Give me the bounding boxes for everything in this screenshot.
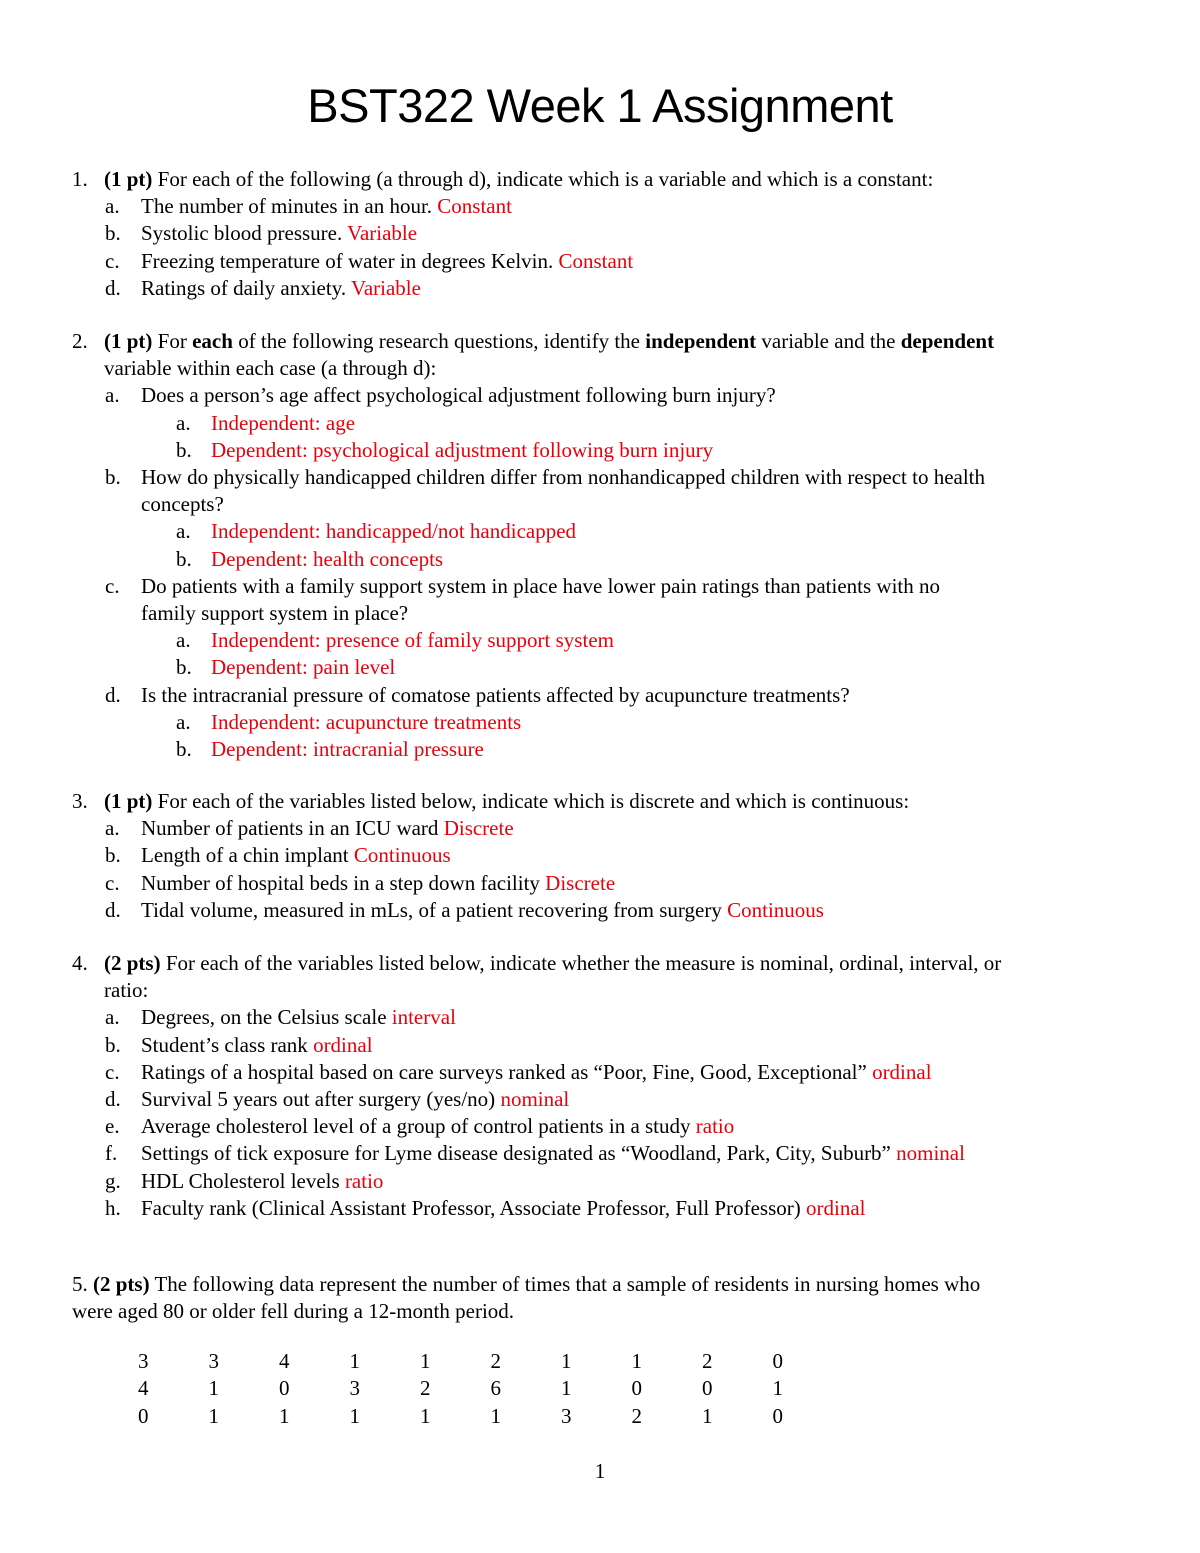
q2-text: For: [152, 329, 193, 353]
answer-letter: [176, 736, 192, 763]
q4-item: [141, 1168, 383, 1195]
q5-number: 5.: [72, 1272, 93, 1296]
question-text: [104, 355, 436, 382]
q4-item-text: HDL Cholesterol levels: [141, 1168, 345, 1193]
q2-answer-text: Independent: handicapped/not handicapped: [211, 519, 577, 544]
q5-prompt-line2: were aged 80 or older fell during a 12-month period.: [72, 1299, 515, 1324]
q2-answer: [211, 654, 395, 681]
item-letter: [105, 1113, 120, 1140]
table-cell: 1: [561, 1376, 572, 1401]
table-cell: 1: [349, 1349, 360, 1373]
q1-item-letter: b.: [105, 221, 121, 246]
q3-item-letter: c.: [105, 870, 120, 895]
q4-answer: ordinal: [806, 1195, 866, 1220]
q3-answer: Discrete: [443, 816, 514, 841]
q3-item-text: Tidal volume, measured in mLs, of a patient recovering from surgery: [141, 897, 728, 922]
q4-item-text: Faculty rank (Clinical Assistant Professor, Associate Professor, Full Professor): [141, 1195, 806, 1220]
table-cell: 0: [702, 1376, 713, 1401]
table-cell: 3: [208, 1349, 219, 1373]
q2-item: [141, 382, 776, 409]
table-row: [108, 1348, 813, 1375]
q4-item: [141, 1195, 865, 1222]
table-cell: 1: [279, 1403, 290, 1428]
q4-item-letter: g.: [105, 1168, 121, 1193]
table-cell: 3: [138, 1349, 149, 1373]
table-cell: 0: [772, 1403, 783, 1428]
q3-item: [141, 897, 824, 924]
q2-answer-letter: a.: [176, 709, 191, 734]
q1-answer: Constant: [437, 194, 512, 219]
q4-item: [141, 1004, 456, 1031]
q2-bold: independent: [645, 329, 757, 353]
q4-item: [141, 1032, 373, 1059]
table-row: [108, 1403, 813, 1430]
q2-item-letter: a.: [105, 383, 120, 408]
item-letter: [105, 573, 120, 600]
question-number: [72, 166, 88, 193]
table-row: [108, 1375, 813, 1402]
item-letter: [105, 1195, 121, 1222]
table-cell: 0: [631, 1376, 642, 1401]
q3-item-text: Number of hospital beds in a step down facility: [141, 870, 546, 895]
item-letter: [105, 870, 120, 897]
q2-answer-text: Independent: age: [211, 410, 356, 435]
q2-answer-letter: b.: [176, 737, 192, 761]
falls-data-table: [108, 1348, 813, 1430]
q2-answer-letter: b.: [176, 437, 192, 462]
table-cell: 3: [561, 1403, 572, 1428]
q2-answer: [211, 437, 713, 464]
q4-answer: interval: [391, 1005, 456, 1030]
q3-item-letter: b.: [105, 843, 121, 868]
table-cell: 2: [631, 1403, 642, 1428]
page-number: 1: [594, 1459, 606, 1483]
table-cell: 1: [208, 1403, 219, 1428]
table-cell: 1: [420, 1403, 431, 1428]
answer-letter: [176, 437, 192, 464]
q1-answer: Variable: [347, 221, 418, 246]
question-text: [104, 950, 1001, 977]
q3-answer: Continuous: [727, 897, 824, 922]
q4-item-letter: h.: [105, 1195, 121, 1220]
q4-answer: ordinal: [313, 1032, 373, 1057]
q2-points: (1 pt): [104, 329, 153, 353]
q2-answer-letter: a.: [176, 519, 191, 544]
item-letter: [105, 1004, 120, 1031]
question-number: [72, 328, 88, 355]
q2-item: [141, 573, 940, 600]
q3-number: 3.: [72, 789, 88, 813]
q1-number: 1.: [72, 167, 88, 191]
q4-answer: ratio: [344, 1168, 384, 1193]
q2-answer-text: Independent: presence of family support system: [211, 628, 614, 653]
q1-item-text: Systolic blood pressure.: [141, 221, 348, 246]
q2-answer: [211, 627, 614, 654]
answer-letter: [176, 627, 191, 654]
table-cell: 0: [279, 1376, 290, 1401]
question-number: [72, 950, 88, 977]
q4-answer: nominal: [896, 1141, 965, 1166]
q2-item: [141, 464, 985, 491]
q4-answer: ordinal: [872, 1059, 932, 1084]
q2-answer-text: Dependent: psychological adjustment following burn injury: [211, 437, 714, 462]
q2-answer: [211, 518, 576, 545]
q3-item: [141, 815, 514, 842]
q5-points: (2 pts): [93, 1272, 150, 1296]
q4-item: [141, 1086, 569, 1113]
item-letter: [105, 275, 121, 302]
q1-answer: Variable: [350, 275, 421, 300]
table-cell: 2: [420, 1376, 431, 1401]
q4-prompt: For each of the variables listed below, indicate whether the measure is nominal, ordinal, interval, or: [160, 951, 1002, 975]
question-text: [104, 977, 148, 1004]
q2-answer: [211, 546, 443, 573]
q4-item-text: Survival 5 years out after surgery (yes/no): [141, 1087, 501, 1111]
q2-item-text: family support system in place?: [141, 601, 409, 625]
q2-item: [141, 682, 850, 709]
answer-letter: [176, 709, 191, 736]
q4-item-letter: d.: [105, 1087, 121, 1111]
item-letter: [105, 842, 121, 869]
q2-answer-letter: a.: [176, 628, 191, 653]
q5-prompt: The following data represent the number of times that a sample of residents in nursing homes who: [149, 1272, 981, 1296]
item-letter: [105, 1059, 120, 1086]
q2-bold: each: [192, 329, 233, 353]
q3-item-text: Length of a chin implant: [141, 843, 354, 868]
q2-number: 2.: [72, 329, 88, 353]
answer-letter: [176, 654, 192, 681]
item-letter: [105, 897, 121, 924]
q4-item-letter: b.: [105, 1032, 121, 1057]
q4-answer: nominal: [500, 1087, 570, 1111]
question-text: [104, 788, 909, 815]
item-letter: [105, 1140, 117, 1167]
q4-item: [141, 1113, 734, 1140]
table-cell: 6: [490, 1376, 501, 1401]
q2-answer-text: Dependent: pain level: [211, 655, 396, 680]
item-letter: [105, 815, 120, 842]
table-cell: 2: [490, 1349, 501, 1373]
answer-letter: [176, 546, 192, 573]
q4-prompt-line2: ratio:: [104, 978, 149, 1003]
q3-prompt: For each of the variables listed below, indicate which is discrete and which is continuous:: [152, 789, 910, 813]
q3-points: (1 pt): [104, 789, 153, 813]
q3-item: [141, 842, 451, 869]
table-cell: 4: [138, 1376, 149, 1401]
q1-item-text: The number of minutes in an hour.: [141, 194, 438, 219]
q1-item: [141, 220, 417, 247]
table-cell: 1: [490, 1403, 501, 1428]
q4-item-letter: e.: [105, 1114, 120, 1139]
question-text: [72, 1271, 980, 1298]
item-letter: [105, 248, 120, 275]
q2-answer-letter: b.: [176, 655, 192, 680]
table-cell: 3: [349, 1376, 360, 1401]
q2-answer-text: Independent: acupuncture treatments: [211, 709, 522, 734]
answer-letter: [176, 410, 191, 437]
q4-answer: ratio: [695, 1114, 735, 1139]
q2-item-text: concepts?: [141, 492, 224, 517]
item-letter: [105, 220, 121, 247]
table-cell: 1: [561, 1349, 572, 1373]
q3-item-letter: d.: [105, 897, 121, 922]
question-text: [72, 1298, 514, 1325]
table-cell: 0: [138, 1403, 149, 1428]
table-cell: 1: [631, 1349, 642, 1373]
table-cell: 0: [772, 1349, 783, 1373]
q3-item-letter: a.: [105, 816, 120, 841]
table-cell: 2: [702, 1349, 713, 1373]
answer-letter: [176, 518, 191, 545]
q2-item-letter: c.: [105, 573, 120, 598]
q3-item: [141, 870, 615, 897]
q4-item: [141, 1059, 932, 1086]
table-cell: 4: [279, 1349, 290, 1373]
q2-item: [141, 600, 408, 627]
q2-text: variable and the: [756, 329, 901, 353]
q4-item-letter: a.: [105, 1005, 120, 1030]
q2-answer-text: Dependent: health concepts: [211, 546, 444, 571]
q2-text: of the following research questions, identify the: [232, 329, 646, 353]
q1-item-letter: d.: [105, 275, 121, 300]
q2-answer-letter: a.: [176, 410, 191, 435]
item-letter: [105, 1168, 121, 1195]
q2-answer: [211, 709, 521, 736]
q2-answer-letter: b.: [176, 546, 192, 571]
item-letter: [105, 382, 120, 409]
q4-item-letter: f.: [105, 1141, 118, 1166]
question-text: [104, 328, 994, 355]
q4-item-text: Ratings of a hospital based on care surveys ranked as “Poor, Fine, Good, Exceptional”: [141, 1059, 873, 1084]
table-cell: 1: [208, 1376, 219, 1401]
q3-answer: Continuous: [353, 843, 451, 868]
q1-item: [141, 248, 633, 275]
table-cell: 1: [420, 1349, 431, 1373]
q4-item-letter: c.: [105, 1059, 120, 1084]
q1-item-text: Freezing temperature of water in degrees Kelvin.: [141, 248, 559, 273]
q1-points: (1 pt): [104, 167, 153, 191]
q1-item-letter: c.: [105, 248, 120, 273]
item-letter: [105, 1032, 121, 1059]
item-letter: [105, 193, 120, 220]
q1-item: [141, 193, 512, 220]
q1-prompt: For each of the following (a through d), indicate which is a variable and which is a constant:: [152, 167, 934, 191]
question-text: [104, 166, 933, 193]
q2-bold: dependent: [900, 329, 995, 353]
q4-item-text: Settings of tick exposure for Lyme disease designated as “Woodland, Park, City, Suburb”: [141, 1141, 897, 1166]
q2-item-text: Does a person’s age affect psychological adjustment following burn injury?: [141, 383, 776, 408]
page-title: BST322 Week 1 Assignment: [307, 79, 893, 132]
q2-item-text: Do patients with a family support system in place have lower pain ratings than patients with no: [141, 573, 940, 598]
q2-item: [141, 491, 224, 518]
table-cell: 1: [772, 1376, 783, 1401]
q4-item-text: Student’s class rank: [141, 1032, 314, 1057]
q2-item-text: Is the intracranial pressure of comatose patients affected by acupuncture treatments?: [141, 682, 850, 707]
q4-item: [141, 1140, 965, 1167]
q3-answer: Discrete: [545, 870, 616, 895]
q4-number: 4.: [72, 951, 88, 975]
q2-item-text: How do physically handicapped children differ from nonhandicapped children with respect to health: [141, 465, 986, 489]
q3-item-text: Number of patients in an ICU ward: [141, 816, 444, 841]
q2-answer-text: Dependent: intracranial pressure: [211, 737, 484, 761]
q4-item-text: Average cholesterol level of a group of control patients in a study: [141, 1114, 696, 1139]
question-number: [72, 788, 88, 815]
q2-item-letter: b.: [105, 465, 121, 489]
q2-prompt-line2: variable within each case (a through d):: [104, 356, 437, 381]
table-cell: 1: [702, 1403, 713, 1428]
q2-answer: [211, 410, 355, 437]
item-letter: [105, 682, 121, 709]
q2-answer: [211, 736, 484, 763]
q1-item-text: Ratings of daily anxiety.: [141, 275, 351, 300]
item-letter: [105, 464, 121, 491]
q4-points: (2 pts): [104, 951, 161, 975]
q4-item-text: Degrees, on the Celsius scale: [141, 1005, 392, 1030]
q1-item-letter: a.: [105, 194, 120, 219]
table-cell: 1: [349, 1403, 360, 1428]
q1-answer: Constant: [558, 248, 634, 273]
item-letter: [105, 1086, 121, 1113]
q1-item: [141, 275, 421, 302]
q2-item-letter: d.: [105, 682, 121, 707]
